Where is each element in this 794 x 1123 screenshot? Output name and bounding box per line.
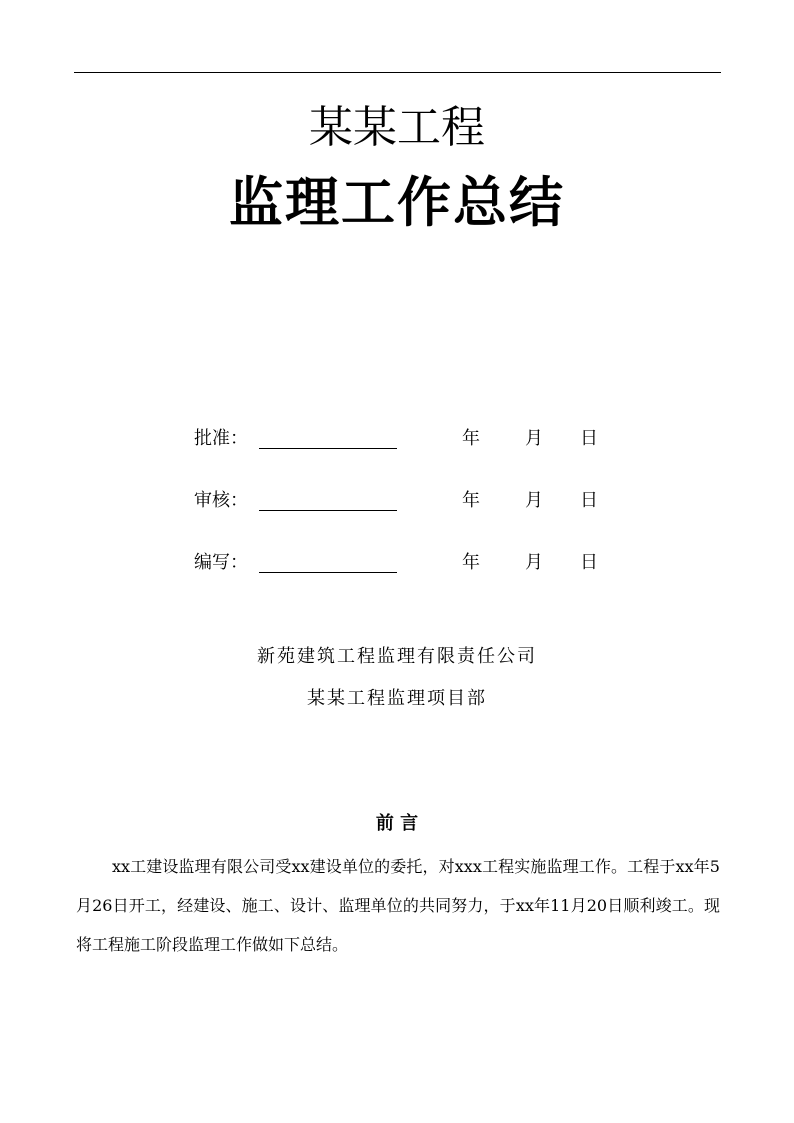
signature-label: 审核： [194,490,248,511]
signature-row-approve [194,424,614,454]
date-day-label: 日 [580,490,598,511]
date-year-label: 年 [462,490,480,511]
header-rule [74,72,721,73]
date-day-label: 日 [580,552,598,573]
date-year-label: 年 [462,428,480,449]
project-department: 某某工程监理项目部 [307,688,487,709]
signature-line [259,448,397,449]
date-month-label: 月 [525,552,543,573]
signature-line [259,572,397,573]
date-month-label: 月 [525,490,543,511]
date-year-label: 年 [462,552,480,573]
document-title-main: 监理工作总结 [229,171,565,234]
signature-row-review [194,486,614,516]
signature-line [259,510,397,511]
signature-row-author [194,548,614,578]
signature-label: 编写： [194,552,248,573]
signature-label: 批准： [194,428,248,449]
preface-paragraph: xx工建设监理有限公司受xx建设单位的委托，对xxx工程实施监理工作。工程于xx年5月26日开工，经建设、施工、设计、监理单位的共同努力，于xx年11月20日顺利竣工。现将工程施工阶段监理工作做如下总结。 [76,857,720,954]
document-title-project: 某某工程 [309,102,485,153]
company-name: 新苑建筑工程监理有限责任公司 [257,646,537,667]
preface-heading: 前 言 [375,813,419,834]
date-day-label: 日 [580,428,598,449]
date-month-label: 月 [525,428,543,449]
